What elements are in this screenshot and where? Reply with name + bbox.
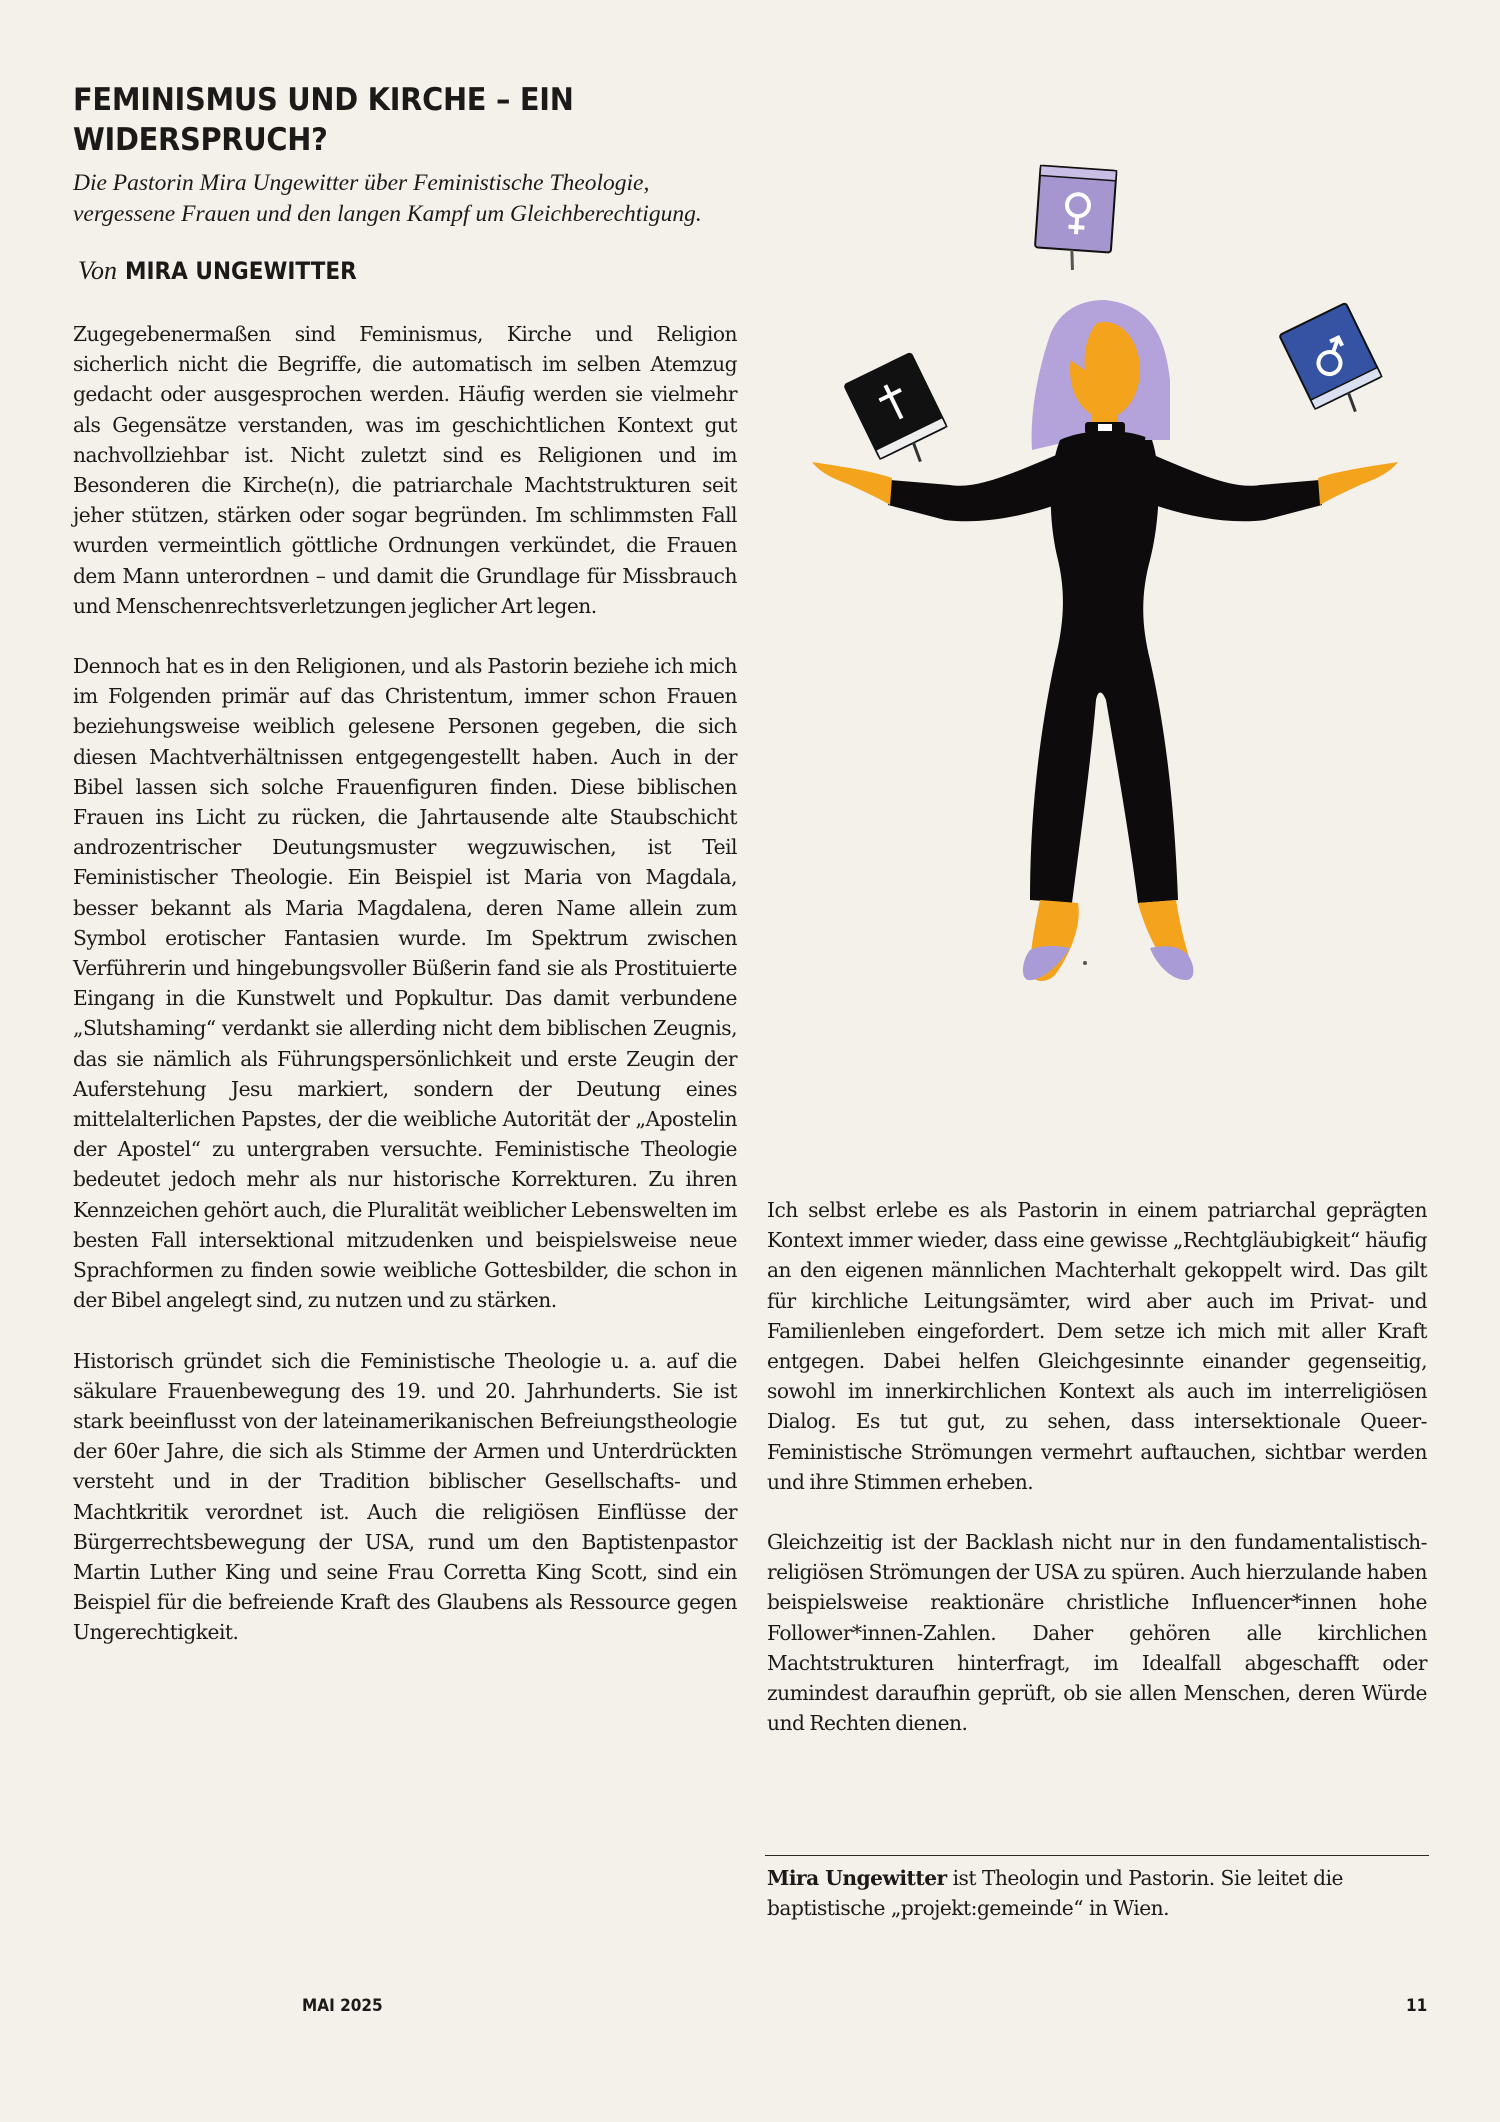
pastor-illustration bbox=[800, 158, 1415, 993]
footer-issue: MAI 2025 bbox=[302, 1996, 383, 2016]
book-venus bbox=[1034, 166, 1117, 273]
byline bbox=[78, 254, 383, 288]
body-paragraph: Zugegebenermaßen sind Feminismus, Kirche und Religion sicherlich nicht die Begriffe, die automatisch im selben Atemzug gedacht oder ausgesprochen werden. Häufig werden sie vielmehr als Gegensätze verstanden, was im geschichtlichen Kontext gut nachvollziehbar ist. Nicht zuletzt sind es Religionen und im Besonderen die Kirche(n), die patriarchale Machtstrukturen seit jeher stützen, stärken oder sogar begründen. Im schlimmsten Fall wurden vermeintlich göttliche Ordnungen verkündet, die Frauen dem Mann unterordnen – und damit die Grundlage für Missbrauch und Menschenrechtsverletzungen jeglicher Art legen. bbox=[73, 322, 737, 618]
article-column-right bbox=[767, 1195, 1427, 1768]
bio-divider bbox=[765, 1855, 1429, 1856]
bio-name: Mira Ungewitter bbox=[767, 1866, 947, 1890]
body-paragraph: Ich selbst erlebe es als Pastorin in einem patriarchal geprägten Kontext immer wieder, dass eine gewisse „Rechtgläubigkeit“ häufig an den eigenen männlichen Machterhalt gekoppelt wird. Das gilt für kirchliche Leitungsämter, wird aber auch im Privat- und Familienleben eingefordert. Dem setze ich mich mit aller Kraft entgegen. Dabei helfen Gleichgesinnte einander gegenseitig, sowohl im innerkirchlichen Kontext als auch im interreligiösen Dialog. Es tut gut, zu sehen, dass intersektionale Queer-Feministische Strömungen vermehrt auftauchen, sichtbar werden und ihre Stimmen erheben. bbox=[767, 1198, 1427, 1494]
article-lead: Die Pastorin Mira Ungewitter über Feministische Theologie, vergessene Frauen und den langen Kampf um Gleichberechtigung. bbox=[73, 170, 702, 227]
article-column-left bbox=[73, 319, 737, 1678]
author-bio bbox=[767, 1863, 1429, 1923]
body-paragraph: Gleichzeitig ist der Backlash nicht nur in den fundamentalistisch-religiösen Strömungen der USA zu spüren. Auch hierzulande haben beispielsweise reaktionäre christliche Influencer*innen hohe Follower*innen-Zahlen. Daher gehören alle kirchlichen Machtstrukturen hinterfragt, im Idealfall abgeschafft oder zumindest daraufhin geprüft, ob sie allen Menschen, deren Würde und Rechten dienen. bbox=[767, 1530, 1427, 1736]
book-mars bbox=[1279, 303, 1390, 427]
byline-author: MIRA UNGEWITTER bbox=[125, 257, 357, 285]
body-paragraph: Historisch gründet sich die Feministische Theologie u. a. auf die säkulare Frauenbewegung des 19. und 20. Jahrhunderts. Sie ist stark beeinflusst von der lateinamerikanischen Befreiungstheologie der 60er Jahre, die sich als Stimme der Armen und Unterdrückten versteht und in der Tradition biblischer Gesellschafts- und Machtkritik verordnet ist. Auch die religiösen Einflüsse der Bürgerrechtsbewegung der USA, rund um den Baptistenpastor Martin Luther King und seine Frau Corretta King Scott, sind ein Beispiel für die befreiende Kraft des Glaubens als Ressource gegen Ungerechtigkeit. bbox=[73, 1348, 737, 1645]
page-number: 11 bbox=[1406, 1996, 1428, 2016]
body-paragraph: Dennoch hat es in den Religionen, und als Pastorin beziehe ich mich im Folgenden primär auf das Christentum, immer schon Frauen beziehungsweise weiblich gelesene Personen gegeben, die sich diesen Machtverhältnissen entgegengestellt haben. Auch in der Bibel lassen sich solche Frauenfiguren finden. Diese biblischen Frauen ins Licht zu rücken, die Jahrtausende alte Staubschicht androzentrischer Deutungsmuster wegzuwischen, ist Teil Feministischer Theologie. Ein Beispiel ist Maria von Magdala, besser bekannt als Maria Magdalena, deren Name allein zum Symbol erotischer Fantasien wurde. Im Spektrum zwischen Verführerin und hingebungsvoller Büßerin fand sie als Prostituierte Eingang in die Kunstwelt und Popkultur. Das damit verbundene „Slutshaming“ verdankt sie allerding nicht dem biblischen Zeugnis, das sie nämlich als Führungspersönlichkeit und erste Zeugin der Auferstehung Jesu markiert, sondern der Deutung eines mittelalterlichen Papstes, der die weibliche Autorität der „Apostelin der Apostel“ zu untergraben versuchte. Feministische Theologie bedeutet jedoch mehr als nur historische Korrekturen. Zu ihren Kennzeichen gehört auch, die Pluralität weiblicher Lebenswelten im besten Fall intersektional mitzudenken und beispielsweise neue Sprachformen zu finden sowie weibliche Gottesbilder, die schon in der Bibel angelegt sind, zu nutzen und zu stärken. bbox=[73, 654, 737, 1313]
bio-text: ist Theologin und Pastorin. Sie leitet die baptistische „projekt:gemeinde“ in Wien. bbox=[767, 1866, 1343, 1921]
byline-prefix: Von bbox=[78, 256, 117, 285]
article-headline: FEMINISMUS UND KIRCHE – EIN WIDERSPRUCH? bbox=[73, 82, 574, 158]
book-cross bbox=[844, 353, 955, 477]
